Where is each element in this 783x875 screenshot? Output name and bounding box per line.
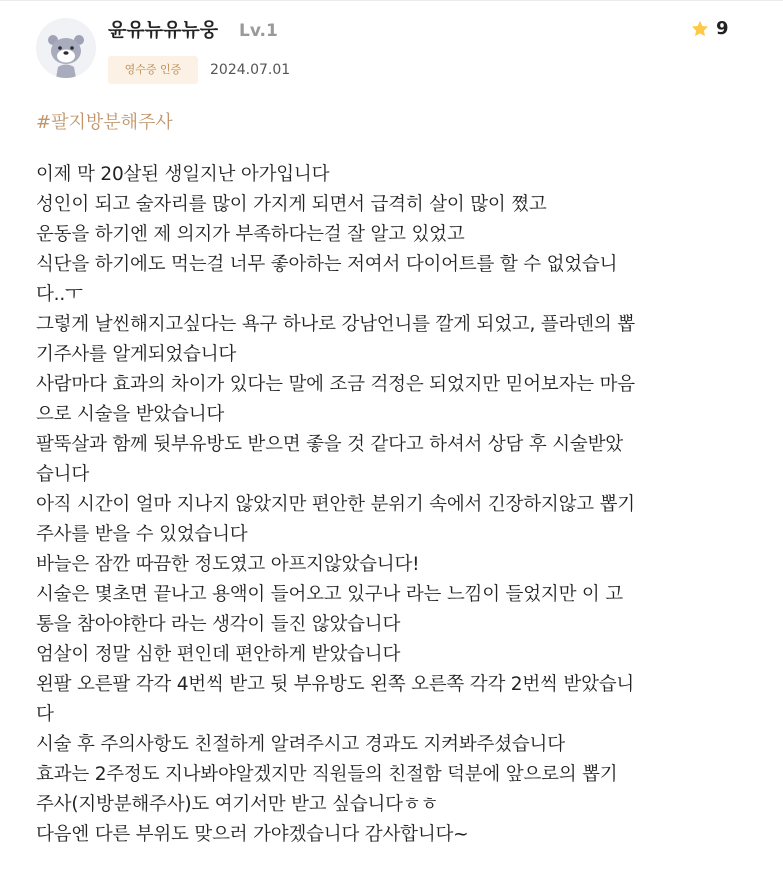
review-line: 으로 시술을 받았습니다 [36, 404, 225, 425]
review-line: 주사를 받을 수 있었습니다 [36, 524, 248, 545]
review-line: 그렇게 날씬해지고싶다는 욕구 하나로 강남언니를 깔게 되었고, 플라덴의 뽑 [36, 314, 635, 335]
review-line: 시술은 몇초면 끝나고 용액이 들어오고 있구나 라는 느낌이 들었지만 이 고 [36, 584, 623, 605]
review-line: 운동을 하기엔 제 의지가 부족하다는걸 잘 알고 있었고 [36, 224, 465, 245]
review-line: 시술 후 주의사항도 친절하게 알려주시고 경과도 지켜봐주셨습니다 [36, 734, 565, 755]
review-line: 팔뚝살과 함께 뒷부유방도 받으면 좋을 것 같다고 하셔서 상담 후 시술받았 [36, 434, 623, 455]
hashtag-link[interactable]: #팔지방분해주사 [36, 112, 173, 133]
review-line: 통을 참아야한다 라는 생각이 들진 않았습니다 [36, 614, 401, 635]
review-line: 아직 시간이 얼마 지나지 않았지만 편안한 분위기 속에서 긴장하지않고 뽑기 [36, 494, 635, 515]
receipt-verified-badge: 영수증 인증 [108, 56, 198, 84]
review-line: 성인이 되고 술자리를 많이 가지게 되면서 급격히 살이 많이 쪘고 [36, 194, 547, 215]
review-line: 왼팔 오른팔 각각 4번씩 받고 뒷 부유방도 왼쪽 오른쪽 각각 2번씩 받았습니 [36, 674, 635, 695]
author-level: Lv.1 [239, 21, 278, 41]
review-line: 효과는 2주정도 지나봐야알겠지만 직원들의 친절함 덕분에 앞으로의 뽑기 [36, 764, 618, 785]
star-icon [690, 19, 710, 39]
rating-score: 9 [716, 18, 729, 39]
review-line: 이제 막 20살된 생일지난 아가입니다 [36, 164, 330, 185]
review-body [36, 160, 748, 850]
review-line: 기주사를 알게되었습니다 [36, 344, 237, 365]
review-line: 다 [36, 704, 54, 725]
review-line: 습니다 [36, 464, 90, 485]
review-date: 2024.07.01 [210, 62, 291, 78]
review-line: 사람마다 효과의 차이가 있다는 말에 조금 걱정은 되었지만 믿어보자는 마음 [36, 374, 635, 395]
review-line: 주사(지방분해주사)도 여기서만 받고 싶습니다ㅎㅎ [36, 794, 439, 815]
otter-avatar-icon[interactable] [36, 18, 96, 78]
author-name[interactable]: 윤유뉴유뉴웅 [108, 19, 219, 41]
review-line: 엄살이 정말 심한 편인데 편안하게 받았습니다 [36, 644, 401, 665]
review-line: 식단을 하기에도 먹는걸 너무 좋아하는 저여서 다이어트를 할 수 없었습니 [36, 254, 618, 275]
review-line: 다음엔 다른 부위도 맞으러 가야겠습니다 감사합니다~ [36, 824, 469, 845]
review-line: 바늘은 잠깐 따끔한 정도였고 아프지않았습니다! [36, 554, 420, 575]
top-divider [0, 0, 783, 1]
review-line: 다..ㅜ [36, 284, 83, 305]
